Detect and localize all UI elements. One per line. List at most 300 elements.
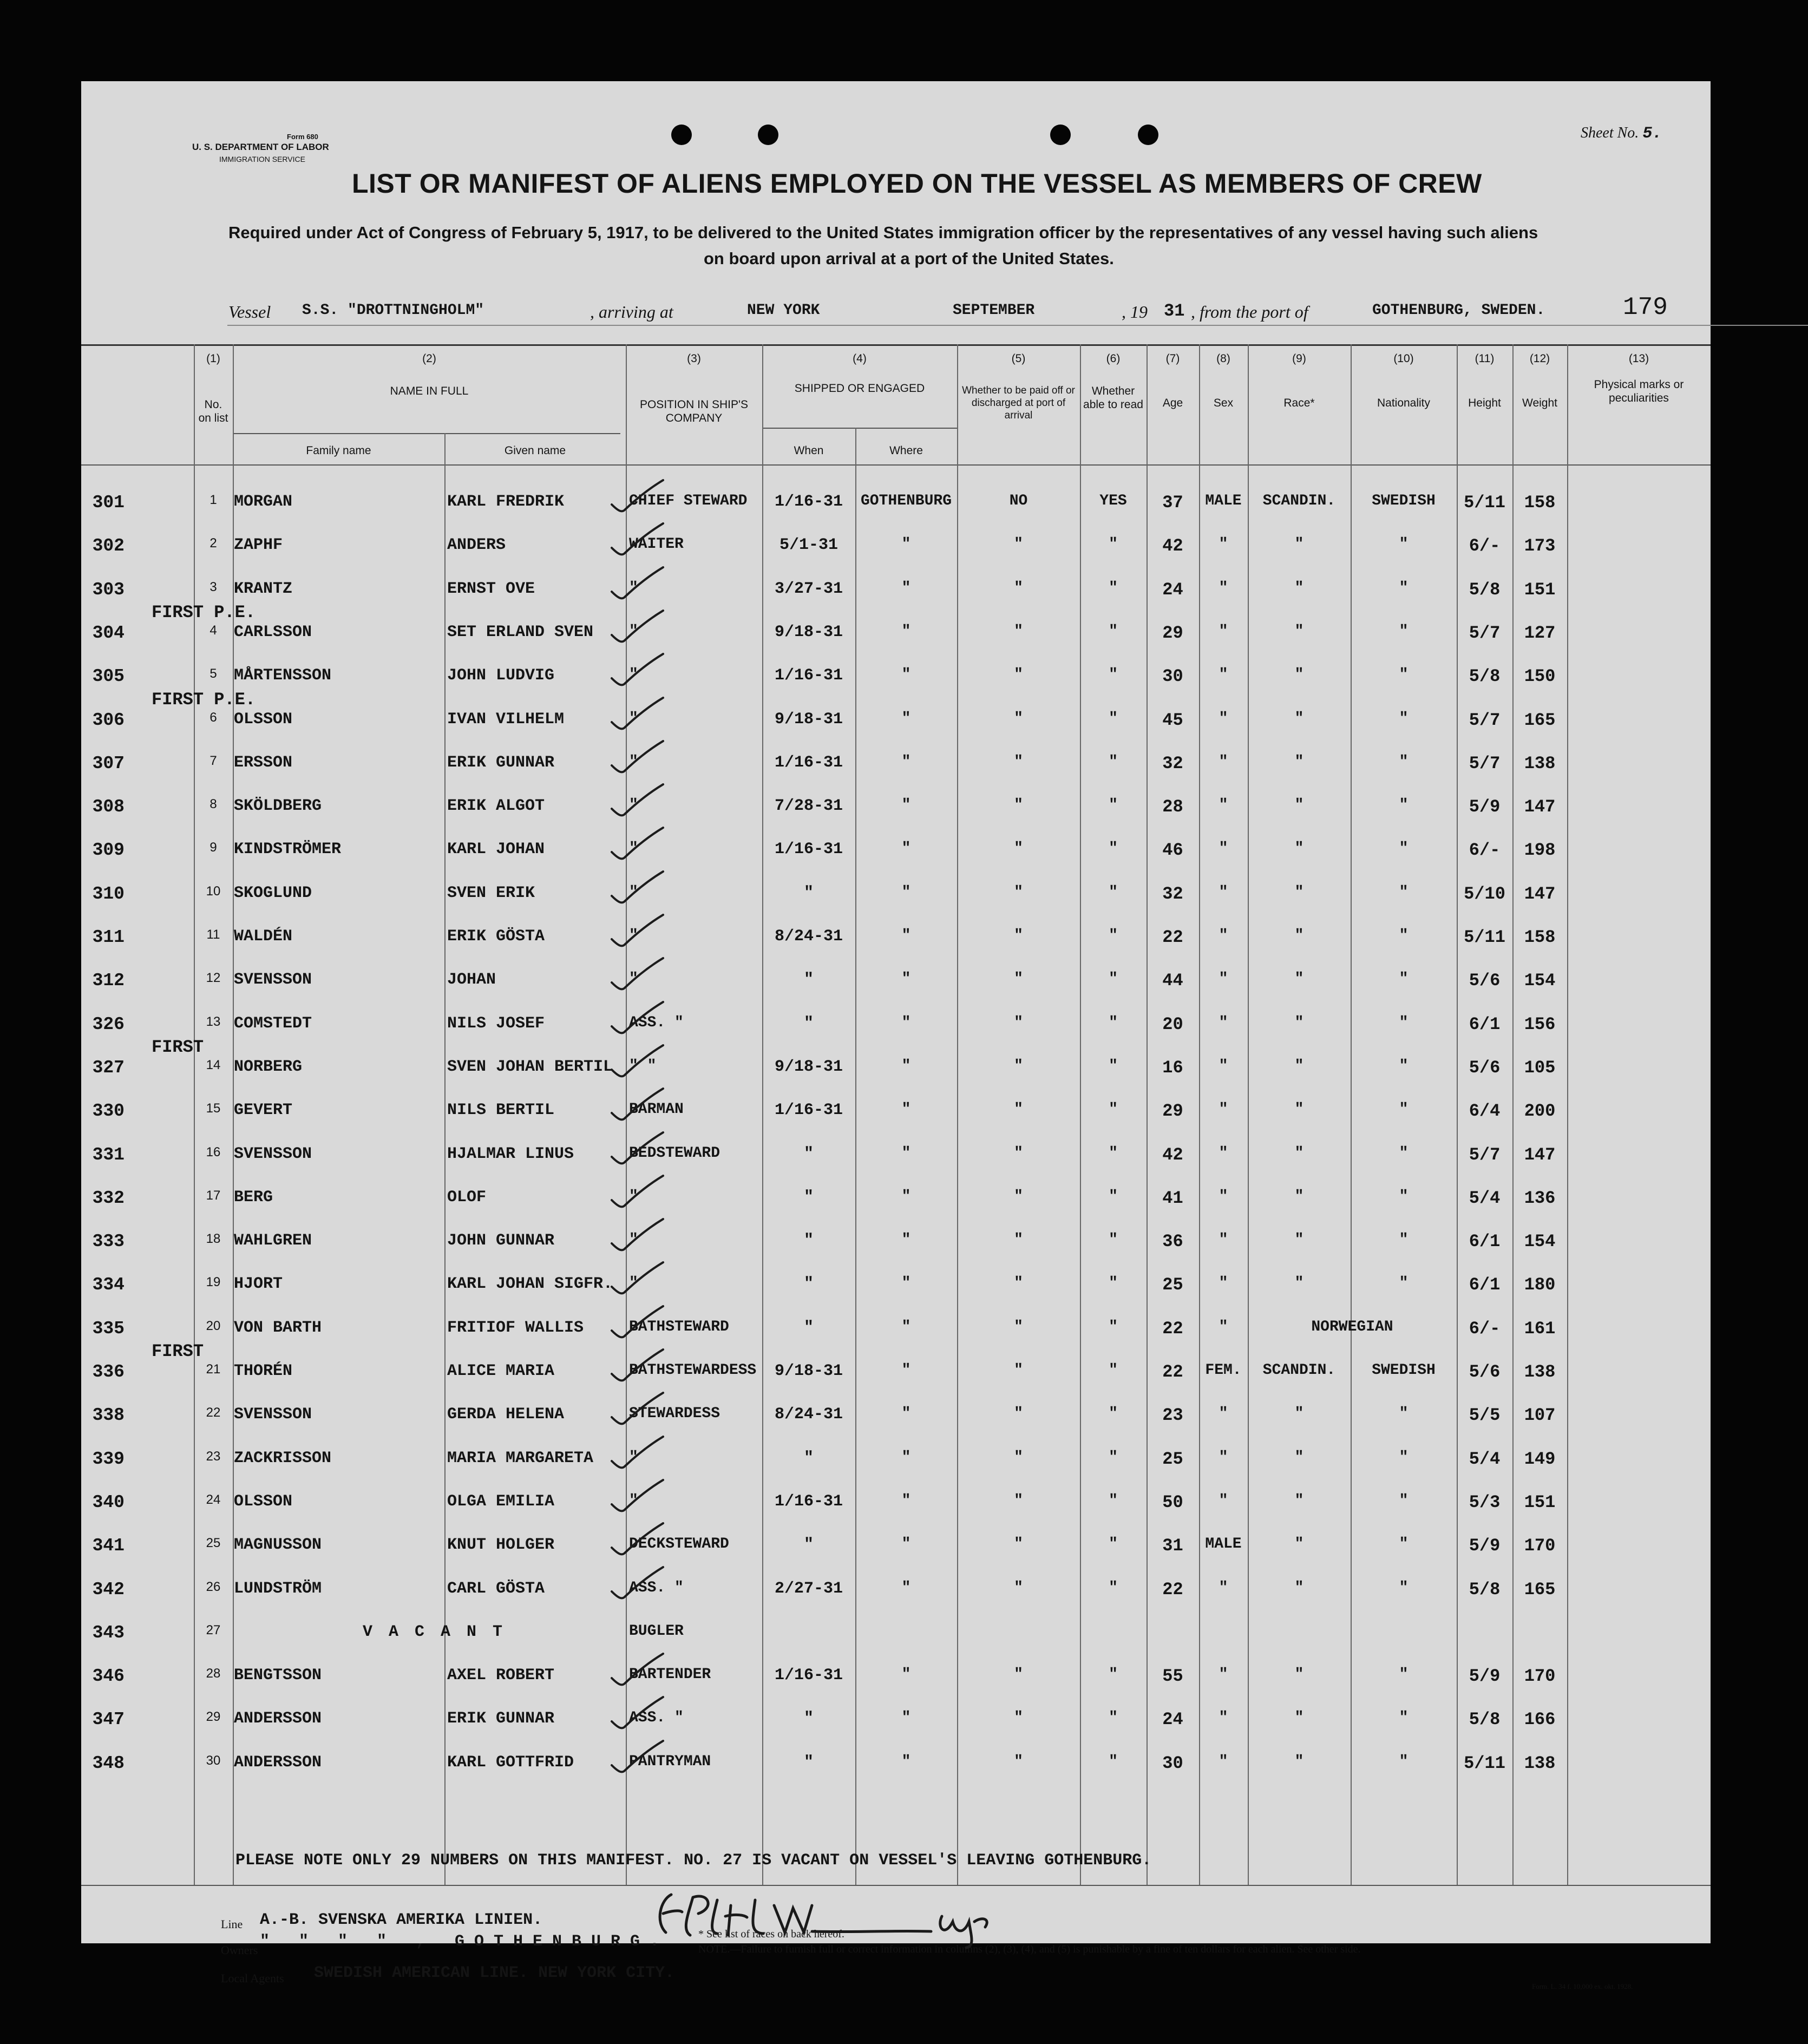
from-port: GOTHENBURG, SWEDEN. — [1372, 302, 1545, 319]
row-shipped-when: 5/1-31 — [779, 536, 839, 555]
col4-header: SHIPPED OR ENGAGED — [794, 382, 925, 395]
row-reference-number: 304 — [92, 623, 125, 643]
row-weight: 138 — [1524, 753, 1556, 774]
row-shipped-when: 9/18-31 — [774, 710, 843, 729]
row-family-name: MAGNUSSON — [234, 1536, 322, 1555]
row-age: 42 — [1162, 536, 1183, 556]
row-shipped-where: GOTHENBURG — [860, 493, 952, 509]
row-age: 50 — [1162, 1492, 1183, 1512]
row-shipped-where: " — [901, 1188, 911, 1205]
row-nationality: " — [1399, 1144, 1409, 1162]
row-height: 5/7 — [1469, 623, 1501, 643]
checkmark-icon — [606, 1130, 666, 1168]
row-weight: 150 — [1524, 666, 1556, 687]
row-list-number: 11 — [206, 927, 220, 942]
row-nationality: " — [1399, 1231, 1409, 1249]
row-sex: " — [1219, 1188, 1228, 1205]
col2-given-header: Given name — [504, 444, 566, 457]
row-reference-number: 305 — [92, 666, 125, 687]
row-family-name: VON BARTH — [234, 1318, 322, 1337]
row-able-to-read: " — [1109, 883, 1118, 901]
row-age: 24 — [1162, 1709, 1183, 1730]
line-label: Line — [221, 1917, 243, 1931]
row-paid-off: " — [1014, 1231, 1023, 1249]
row-family-name: ANDERSSON — [234, 1753, 322, 1772]
row-age: 25 — [1162, 1275, 1183, 1295]
row-reference-number: 306 — [92, 710, 125, 730]
row-position: " — [629, 623, 638, 640]
row-sex: FEM. — [1205, 1362, 1242, 1379]
row-shipped-when: " — [803, 1753, 814, 1772]
row-weight: 147 — [1524, 883, 1556, 904]
row-nationality: " — [1399, 971, 1409, 988]
row-family-name: BENGTSSON — [234, 1666, 322, 1685]
row-shipped-where: " — [901, 1709, 911, 1727]
row-reference-number: 333 — [92, 1231, 125, 1252]
row-reference-number: 327 — [92, 1057, 125, 1078]
row-able-to-read: " — [1109, 1449, 1118, 1466]
row-family-name: ZAPHF — [234, 536, 283, 555]
row-given-name: ALICE MARIA — [447, 1362, 555, 1380]
row-able-to-read: " — [1109, 1492, 1118, 1509]
row-annotation: FIRST — [152, 1037, 204, 1057]
row-age: 25 — [1162, 1449, 1183, 1469]
row-nationality: " — [1399, 883, 1409, 901]
row-weight: 151 — [1524, 579, 1556, 600]
row-shipped-when: " — [803, 1231, 814, 1250]
line-value: A.-B. SVENSKA AMERIKA LINIEN. — [260, 1911, 543, 1929]
row-shipped-where: " — [901, 1492, 911, 1509]
row-sex: " — [1219, 1753, 1228, 1770]
checkmark-icon — [606, 1521, 666, 1558]
checkmark-icon — [606, 608, 666, 646]
row-sex: " — [1219, 840, 1228, 857]
row-weight: 170 — [1524, 1666, 1556, 1687]
row-position: WAITER — [629, 536, 684, 553]
row-position: " — [629, 579, 638, 597]
row-shipped-when: " — [803, 1709, 814, 1728]
row-race: " — [1294, 1709, 1304, 1727]
row-able-to-read: YES — [1099, 493, 1127, 509]
row-paid-off: " — [1014, 1014, 1023, 1031]
checkmark-icon — [606, 695, 666, 733]
row-shipped-where: " — [901, 1275, 911, 1292]
table-row — [81, 880, 1711, 912]
row-race: SCANDIN. — [1262, 493, 1336, 509]
row-paid-off: " — [1014, 840, 1023, 857]
col12-number: (12) — [1529, 352, 1550, 365]
row-given-name: SET ERLAND SVEN — [447, 623, 594, 641]
row-given-name: JOHAN — [447, 971, 496, 990]
row-height: 5/10 — [1464, 883, 1505, 904]
row-age: 36 — [1162, 1231, 1183, 1252]
row-nationality: SWEDISH — [1372, 493, 1436, 509]
row-sex: " — [1219, 666, 1228, 684]
row-shipped-where: " — [901, 971, 911, 988]
table-row — [81, 1749, 1711, 1781]
handwritten-signature — [650, 1884, 1029, 1949]
row-position: " — [629, 1492, 638, 1509]
checkmark-icon — [606, 565, 666, 602]
row-reference-number: 302 — [92, 536, 125, 556]
row-position: BUGLER — [629, 1622, 684, 1640]
checkmark-icon — [606, 955, 666, 993]
col11-number: (11) — [1475, 352, 1495, 365]
row-height: 5/8 — [1469, 1579, 1501, 1600]
row-age: 22 — [1162, 927, 1183, 947]
row-shipped-when: 1/16-31 — [774, 493, 843, 511]
table-row — [81, 532, 1711, 564]
races-note: * See list of races on back hereof. — [698, 1928, 844, 1940]
row-paid-off: " — [1014, 1579, 1023, 1596]
agents-label: Local Agents — [221, 1971, 284, 1985]
row-given-name: GERDA HELENA — [447, 1405, 565, 1424]
row-position: " — [629, 797, 638, 814]
row-position: " — [629, 666, 638, 684]
row-shipped-where: " — [901, 1014, 911, 1031]
row-annotation: FIRST P.E. — [152, 689, 256, 710]
row-sex: " — [1219, 710, 1228, 727]
row-shipped-when: 9/18-31 — [774, 1057, 843, 1076]
row-race: " — [1294, 579, 1304, 597]
row-given-name: ERIK GUNNAR — [447, 1709, 555, 1728]
row-shipped-where: " — [901, 1666, 911, 1683]
row-nationality: " — [1399, 710, 1409, 727]
row-given-name: ERNST OVE — [447, 579, 535, 598]
manifest-sheet — [81, 81, 1711, 1990]
row-given-name: JOHN LUDVIG — [447, 666, 555, 685]
row-nationality: " — [1399, 623, 1409, 640]
table-row — [81, 1705, 1711, 1738]
arriving-port: NEW YORK — [747, 302, 820, 319]
row-age: 24 — [1162, 579, 1183, 600]
row-position: " — [629, 753, 638, 770]
row-able-to-read: " — [1109, 536, 1118, 553]
row-weight: 165 — [1524, 710, 1556, 730]
row-paid-off: " — [1014, 623, 1023, 640]
row-list-number: 7 — [209, 753, 217, 768]
row-list-number: 21 — [206, 1362, 221, 1377]
arrival-year-prefix: , 19 — [1122, 302, 1148, 322]
row-nationality: " — [1399, 1057, 1409, 1075]
row-race: " — [1294, 840, 1304, 857]
row-position: BARTENDER — [629, 1666, 711, 1683]
row-family-name: NORBERG — [234, 1057, 303, 1076]
checkmark-icon — [606, 782, 666, 820]
col9-header: Race* — [1283, 397, 1315, 409]
row-reference-number: 338 — [92, 1405, 125, 1426]
row-sex: " — [1219, 1101, 1228, 1118]
row-list-number: 29 — [206, 1709, 221, 1725]
row-age: 23 — [1162, 1405, 1183, 1426]
row-shipped-when: 8/24-31 — [774, 927, 843, 946]
row-able-to-read: " — [1109, 971, 1118, 988]
owners-value: " " " " , GOTHENBURG. — [260, 1932, 670, 1951]
row-nationality: " — [1399, 1101, 1409, 1118]
row-paid-off: " — [1014, 1101, 1023, 1118]
row-race: NORWEGIAN — [1311, 1318, 1393, 1335]
row-race: " — [1294, 1231, 1304, 1249]
row-shipped-where: " — [901, 1405, 911, 1423]
row-shipped-where: " — [901, 927, 911, 944]
row-race: " — [1294, 623, 1304, 640]
row-list-number: 5 — [209, 666, 217, 682]
checkmark-icon — [606, 869, 666, 907]
service-name: IMMIGRATION SERVICE — [219, 155, 305, 163]
row-weight: 166 — [1524, 1709, 1556, 1730]
row-paid-off: " — [1014, 971, 1023, 988]
row-age: 45 — [1162, 710, 1183, 730]
row-shipped-where: " — [901, 579, 911, 597]
col2-family-header: Family name — [306, 444, 371, 457]
row-race: " — [1294, 1492, 1304, 1509]
row-sex: MALE — [1205, 1536, 1242, 1553]
col1-header: No. on list — [198, 398, 228, 424]
row-shipped-where: " — [901, 1231, 911, 1249]
row-nationality: " — [1399, 579, 1409, 597]
department-name: U. S. DEPARTMENT OF LABOR — [192, 142, 329, 152]
row-age: 31 — [1162, 1536, 1183, 1556]
row-nationality: " — [1399, 753, 1409, 770]
row-position: BEDSTEWARD — [629, 1144, 720, 1162]
col6-number: (6) — [1106, 352, 1121, 365]
row-weight: 149 — [1524, 1449, 1556, 1469]
row-height: 6/- — [1469, 536, 1501, 556]
table-row — [81, 1401, 1711, 1433]
row-age: 28 — [1162, 797, 1183, 817]
row-position: " — [629, 927, 638, 944]
row-reference-number: 330 — [92, 1101, 125, 1122]
row-position: BATHSTEWARDESS — [629, 1362, 757, 1379]
row-weight: 180 — [1524, 1275, 1556, 1295]
row-family-name: KINDSTRÖMER — [234, 840, 342, 859]
row-list-number: 4 — [209, 623, 217, 638]
row-paid-off: " — [1014, 883, 1023, 901]
checkmark-icon — [606, 912, 666, 950]
row-nationality: " — [1399, 1579, 1409, 1596]
row-list-number: 6 — [209, 710, 217, 725]
row-paid-off: " — [1014, 1275, 1023, 1292]
checkmark-icon — [606, 1390, 666, 1428]
row-nationality: " — [1399, 927, 1409, 944]
table-row — [81, 1445, 1711, 1477]
row-reference-number: 339 — [92, 1449, 125, 1469]
row-reference-number: 335 — [92, 1318, 125, 1339]
row-race: SCANDIN. — [1262, 1362, 1336, 1379]
row-race: " — [1294, 1666, 1304, 1683]
row-age: 44 — [1162, 971, 1183, 991]
table-row — [81, 792, 1711, 825]
row-weight: 138 — [1524, 1753, 1556, 1773]
binder-hole — [758, 125, 778, 145]
row-race: " — [1294, 971, 1304, 988]
row-height: 5/11 — [1464, 493, 1505, 513]
row-height: 5/9 — [1469, 1666, 1501, 1687]
row-family-name: SVENSSON — [234, 1405, 312, 1424]
row-sex: " — [1219, 971, 1228, 988]
row-weight: 138 — [1524, 1362, 1556, 1382]
form-number: Form 680 — [287, 133, 318, 141]
vessel-name: S.S. "DROTTNINGHOLM" — [302, 302, 484, 319]
checkmark-icon — [606, 1216, 666, 1254]
row-age: 22 — [1162, 1362, 1183, 1382]
page-title: LIST OR MANIFEST OF ALIENS EMPLOYED ON THE VESSEL AS MEMBERS OF CREW — [352, 168, 1482, 199]
row-race: " — [1294, 797, 1304, 814]
checkmark-icon — [606, 1694, 666, 1732]
checkmark-icon — [606, 825, 666, 863]
row-list-number: 22 — [206, 1405, 221, 1420]
row-weight: 154 — [1524, 971, 1556, 991]
row-weight: 165 — [1524, 1579, 1556, 1600]
row-nationality: SWEDISH — [1372, 1362, 1436, 1379]
row-able-to-read: " — [1109, 840, 1118, 857]
col6-header: Whether able to read — [1083, 385, 1143, 411]
row-height: 6/- — [1469, 840, 1501, 861]
row-shipped-when: 1/16-31 — [774, 1492, 843, 1511]
checkmark-icon — [606, 738, 666, 776]
checkmark-icon — [606, 521, 666, 559]
row-able-to-read: " — [1109, 1318, 1118, 1335]
row-height: 5/9 — [1469, 1536, 1501, 1556]
row-paid-off: " — [1014, 536, 1023, 553]
row-paid-off: " — [1014, 753, 1023, 770]
row-able-to-read: " — [1109, 797, 1118, 814]
col4-when-header: When — [794, 444, 824, 457]
row-able-to-read: " — [1109, 1536, 1118, 1553]
row-shipped-where: " — [901, 1318, 911, 1335]
row-shipped-when: 8/24-31 — [774, 1405, 843, 1424]
row-sex: " — [1219, 1492, 1228, 1509]
table-row — [81, 1097, 1711, 1129]
row-height: 5/7 — [1469, 1144, 1501, 1165]
row-paid-off: " — [1014, 710, 1023, 727]
row-family-name: BERG — [234, 1188, 273, 1207]
row-position: " — [629, 1231, 638, 1249]
row-height: 5/6 — [1469, 971, 1501, 991]
row-position: ASS. " — [629, 1014, 684, 1031]
row-race: " — [1294, 1014, 1304, 1031]
table-row — [81, 1488, 1711, 1521]
row-list-number: 23 — [206, 1449, 221, 1464]
page-number: 179 — [1623, 293, 1668, 322]
col9-number: (9) — [1292, 352, 1306, 365]
table-row — [81, 749, 1711, 782]
row-sex: MALE — [1205, 493, 1242, 509]
arrival-year: 31 — [1164, 301, 1185, 321]
row-height: 5/11 — [1464, 927, 1505, 947]
row-height: 5/8 — [1469, 666, 1501, 687]
checkmark-icon — [606, 651, 666, 689]
col7-header: Age — [1162, 397, 1183, 409]
col8-number: (8) — [1216, 352, 1230, 365]
row-shipped-when: " — [803, 971, 814, 990]
col4-where-header: Where — [889, 444, 923, 457]
row-family-name: GEVERT — [234, 1101, 293, 1120]
row-position: " — [629, 840, 638, 857]
penalty-note: NOTE.—Failure to furnish full or correct information in columns (2), (3), (4), and (5) is punishable by a fine of ten dollars for each alien. See other side. — [698, 1943, 1361, 1955]
row-position: BATHSTEWARD — [629, 1318, 729, 1335]
col1-number: (1) — [206, 352, 220, 365]
row-shipped-where: " — [901, 1144, 911, 1162]
row-shipped-where: " — [901, 666, 911, 684]
row-able-to-read: " — [1109, 1144, 1118, 1162]
row-able-to-read: " — [1109, 1753, 1118, 1770]
table-row — [81, 1662, 1711, 1694]
col5-number: (5) — [1011, 352, 1026, 365]
row-sex: " — [1219, 1144, 1228, 1162]
sheet-value: 5. — [1642, 125, 1662, 143]
row-paid-off: " — [1014, 927, 1023, 944]
row-nationality: " — [1399, 840, 1409, 857]
row-age: 22 — [1162, 1318, 1183, 1339]
row-height: 6/- — [1469, 1318, 1501, 1339]
row-nationality: " — [1399, 1014, 1409, 1031]
row-list-number: 10 — [206, 883, 221, 899]
col3-header: POSITION IN SHIP'S COMPANY — [639, 398, 749, 424]
row-family-name: ZACKRISSON — [234, 1449, 332, 1468]
row-reference-number: 312 — [92, 971, 125, 991]
row-list-number: 16 — [206, 1144, 221, 1159]
row-list-number: 9 — [209, 840, 217, 855]
row-position: " — [629, 1449, 638, 1466]
row-weight: 156 — [1524, 1014, 1556, 1034]
table-row — [81, 1227, 1711, 1260]
row-shipped-when: 1/16-31 — [774, 1101, 843, 1120]
row-sex: " — [1219, 623, 1228, 640]
table-row — [81, 662, 1711, 695]
row-weight: 105 — [1524, 1057, 1556, 1078]
table-row — [81, 923, 1711, 955]
row-age: 16 — [1162, 1057, 1183, 1078]
row-weight: 147 — [1524, 1144, 1556, 1165]
table-row — [81, 1270, 1711, 1303]
page-subtitle-line2: on board upon arrival at a port of the United States. — [704, 249, 1114, 268]
row-paid-off: " — [1014, 666, 1023, 684]
row-weight: 200 — [1524, 1101, 1556, 1122]
row-able-to-read: " — [1109, 1666, 1118, 1683]
table-row — [81, 1531, 1711, 1564]
row-list-number: 28 — [206, 1666, 221, 1681]
row-age: 29 — [1162, 623, 1183, 643]
row-reference-number: 341 — [92, 1536, 125, 1556]
row-shipped-where: " — [901, 536, 911, 553]
row-sex: " — [1219, 1666, 1228, 1683]
row-position: PANTRYMAN — [629, 1753, 711, 1770]
row-weight: 147 — [1524, 797, 1556, 817]
row-position: " — [629, 710, 638, 727]
row-list-number: 30 — [206, 1753, 221, 1768]
row-reference-number: 326 — [92, 1014, 125, 1034]
row-given-name: OLGA EMILIA — [447, 1492, 555, 1511]
col2-number: (2) — [422, 352, 436, 365]
row-shipped-when: " — [803, 883, 814, 902]
checkmark-icon — [606, 1173, 666, 1211]
row-race: " — [1294, 1753, 1304, 1770]
row-able-to-read: " — [1109, 1579, 1118, 1596]
row-given-name: KNUT HOLGER — [447, 1536, 555, 1555]
row-sex: " — [1219, 1709, 1228, 1727]
from-label: , from the port of — [1191, 302, 1308, 322]
row-nationality: " — [1399, 536, 1409, 553]
row-shipped-when: " — [803, 1014, 814, 1033]
row-shipped-where: " — [901, 1362, 911, 1379]
row-reference-number: 348 — [92, 1753, 125, 1773]
row-able-to-read: " — [1109, 710, 1118, 727]
row-shipped-when: 1/16-31 — [774, 840, 843, 859]
row-shipped-when: 1/16-31 — [774, 753, 843, 772]
row-nationality: " — [1399, 1405, 1409, 1423]
row-family-name: OLSSON — [234, 710, 293, 729]
